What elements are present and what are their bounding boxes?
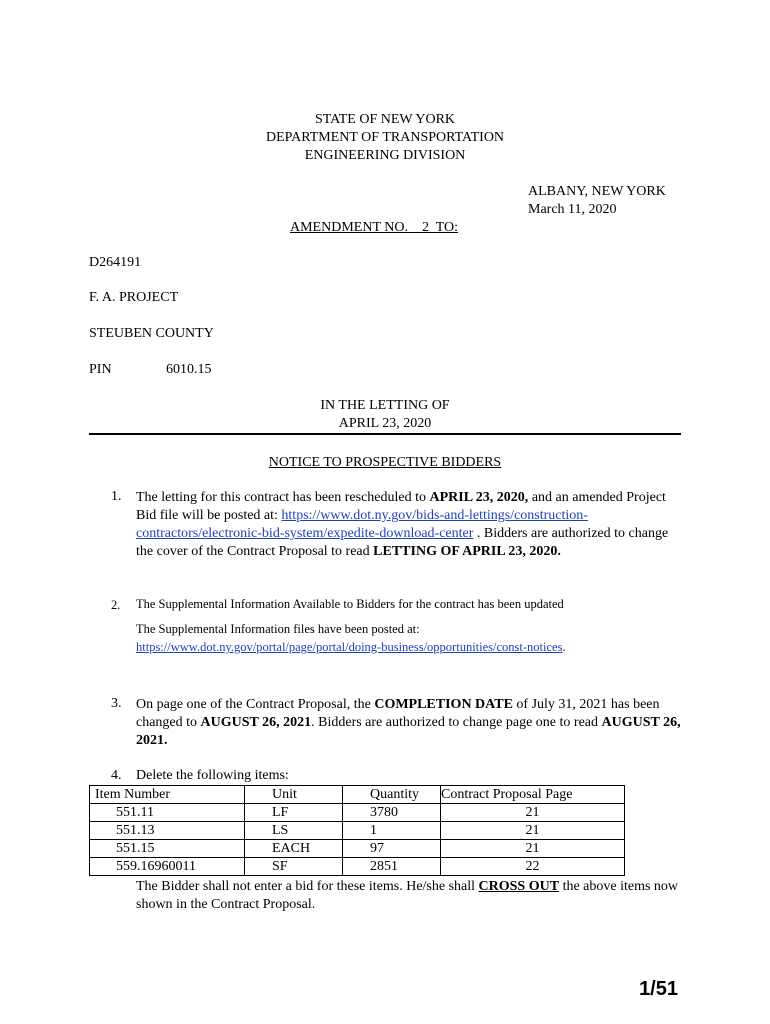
cell-quantity: 2851 [343,858,441,876]
header-quantity: Quantity [343,786,441,804]
item-1-b2: LETTING OF APRIL 23, 2020. [373,544,561,559]
page-number: 1/51 [639,978,678,1000]
county: STEUBEN COUNTY [89,326,214,341]
cell-proposal-page: 21 [441,840,625,858]
amendment-title: AMENDMENT NO. 2 TO: [290,220,459,235]
divider [89,433,681,435]
deleted-items-table [89,785,625,876]
item-3-b2: AUGUST 26, 2021 [200,715,312,730]
item-4-t2: the above items now shown in the Contract Proposal. [136,879,679,912]
cell-proposal-page: 21 [441,822,625,840]
cell-quantity: 3780 [343,804,441,822]
cell-unit: EACH [245,840,343,858]
letting-date: APRIL 23, 2020 [338,416,432,431]
item-1-t2: and an amended Project Bid file will be posted at: [136,490,666,523]
item-1-t3: . Bidders are authorized to change the cover of the Contract Proposal to read [136,526,669,559]
notice-title-text: NOTICE TO PROSPECTIVE BIDDERS [268,455,502,470]
item-2-number: 2. [111,598,121,612]
cell-proposal-page: 21 [441,804,625,822]
header-item-number: Item Number [90,786,245,804]
letting-line1: IN THE LETTING OF [320,398,450,413]
const-notices-link[interactable]: https://www.dot.ny.gov/portal/page/portal/doing-business/opportunities/const-notices [136,640,563,654]
header-department: DEPARTMENT OF TRANSPORTATION [265,130,505,145]
table-row [90,804,625,822]
table-header-row [90,786,625,804]
item-3-t3: . Bidders are authorized to change page one to read [311,715,602,730]
cell-unit: LS [245,822,343,840]
header-proposal-page: Contract Proposal Page [441,786,625,804]
expedite-download-link[interactable]: https://www.dot.ny.gov/bids-and-lettings/construction-contractors/electronic-bid-system/expedite-download-center [136,508,588,541]
pin-value: 6010.15 [166,362,212,377]
cell-item-number: 551.15 [90,840,245,858]
contract-id: D264191 [89,255,142,270]
cell-item-number: 551.13 [90,822,245,840]
item-4-b1: CROSS OUT [478,879,560,894]
location-city: ALBANY, NEW YORK [528,184,666,199]
item-3-number: 3. [111,696,122,711]
table-row [90,822,625,840]
project-type: F. A. PROJECT [89,290,179,305]
item-4-t1: The Bidder shall not enter a bid for these items. He/she shall [136,879,479,894]
item-2-link-line [136,640,566,655]
pin-label: PIN [89,362,112,377]
item-1-b1: APRIL 23, 2020, [429,490,529,505]
item-3-b3: AUGUST 26, 2021. [136,715,681,748]
item-4-number: 4. [111,768,122,783]
cell-quantity: 97 [343,840,441,858]
cell-proposal-page: 22 [441,858,625,876]
item-1-text [136,489,686,561]
item-1-number: 1. [111,489,122,504]
header-division: ENGINEERING DIVISION [304,148,466,163]
header-unit: Unit [245,786,343,804]
table-row [90,858,625,876]
document-date: March 11, 2020 [528,202,617,217]
table-row [90,840,625,858]
item-3-t1: On page one of the Contract Proposal, the [136,697,375,712]
cell-unit: LF [245,804,343,822]
cell-item-number: 551.11 [90,804,245,822]
cell-quantity: 1 [343,822,441,840]
cell-unit: SF [245,858,343,876]
item-3-t2: of July 31, 2021 has been changed to [136,697,660,730]
item-3-b1: COMPLETION DATE [374,697,513,712]
item-1-t1: The letting for this contract has been rescheduled to [136,490,430,505]
item-2-line2: The Supplemental Information files have been posted at: [136,622,420,636]
item-3-text [136,696,686,750]
item-4-instructions [136,878,681,914]
notice-title [0,454,770,472]
header-state: STATE OF NEW YORK [314,112,456,127]
item-2-line1: The Supplemental Information Available to Bidders for the contract has been updated [136,597,564,611]
cell-item-number: 559.16960011 [90,858,245,876]
item-4-intro: Delete the following items: [136,768,289,783]
item-2-after: . [562,640,566,654]
